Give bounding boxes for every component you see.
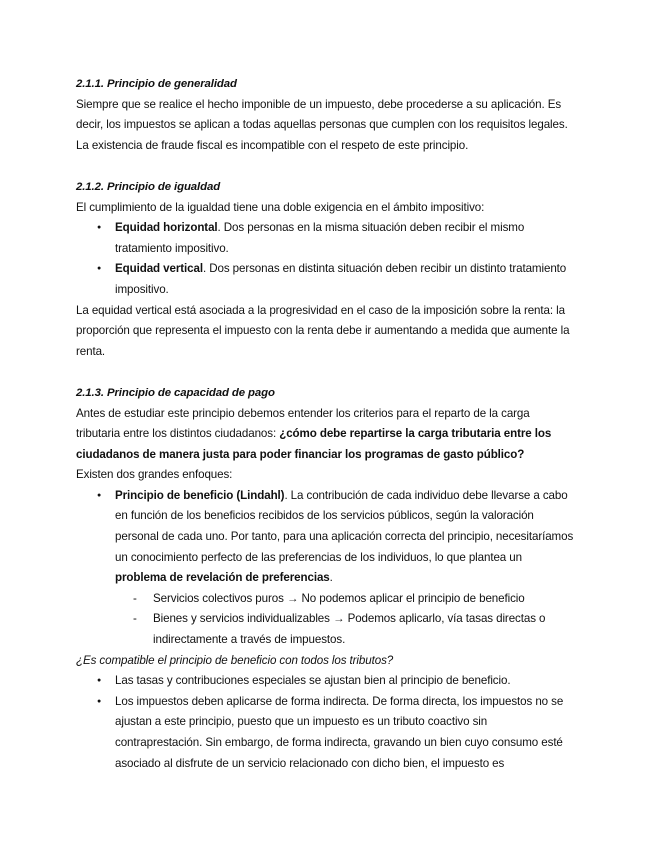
section-intro bbox=[76, 404, 576, 466]
sub-list-item: - Bienes y servicios individualizables → Podemos aplicarlo, vía tasas directas o indirectamente a través de impuestos. bbox=[76, 609, 576, 650]
intro-text: Antes de estudiar este principio debemos entender los criterios para el reparto de la carga tributaria entre los distintos ciudadanos: bbox=[76, 406, 530, 441]
sub-list bbox=[76, 589, 576, 651]
list-item bbox=[76, 218, 576, 259]
list-item-bold: problema de revelación de preferencias bbox=[115, 571, 330, 585]
equity-list bbox=[76, 218, 576, 300]
list-item: ● Las tasas y contribuciones especiales se ajustan bien al principio de beneficio. bbox=[76, 671, 576, 692]
list-item-bold: Equidad vertical bbox=[115, 262, 203, 276]
list-item-bold: Principio de beneficio (Lindahl) bbox=[115, 488, 285, 502]
spacer bbox=[76, 362, 576, 383]
section-heading-igualdad: 2.1.2. Principio de igualdad bbox=[76, 180, 221, 193]
list-item-bold: Equidad horizontal bbox=[115, 221, 218, 235]
sub-list-item: - Servicios colectivos puros → No podemos aplicar el principio de beneficio bbox=[76, 589, 576, 610]
list-item-text: . Dos personas en la misma situación deben recibir el mismo tratamiento impositivo. bbox=[115, 221, 525, 255]
list-item-text: . La contribución de cada individuo debe llevarse a cabo en función de los beneficios recibidos de los servicios públicos, según la valoración personal de cada uno. Por tanto, para una aplicación correcta del principio, necesitaríamos un conocimiento perfecto de las preferencias de los individuos, lo que plantea un bbox=[115, 488, 574, 564]
list-item bbox=[76, 259, 576, 300]
approaches-list bbox=[76, 486, 576, 589]
section-paragraph: La equidad vertical está asociada a la progresividad en el caso de la imposición sobre la renta: la proporción que representa el impuesto con la renta debe ir aumentando a medida que aumente la renta. bbox=[76, 303, 570, 358]
intro-question: ¿cómo debe repartirse la carga tributaria entre los ciudadanos de manera justa para poder financiar los programas de gasto público? bbox=[76, 427, 552, 461]
list-item: ● Los impuestos deben aplicarse de forma indirecta. De forma directa, los impuestos no se ajustan a este principio, puesto que un impuesto es un tributo coactivo sin contraprestación. Sin embargo, de forma indirecta, gravando un bien cuyo consumo esté asociado al disfrute de un servicio relacionado con dicho bien, el impuesto es bbox=[76, 692, 576, 774]
section-heading-capacidad-de-pago: 2.1.3. Principio de capacidad de pago bbox=[76, 386, 275, 399]
section-paragraph: Siempre que se realice el hecho imponible de un impuesto, debe procederse a su aplicación. Es decir, los impuestos se aplican a todas aquellas personas que cumplen con los requisitos legales. La existencia de fraude fiscal es incompatible con el respeto de este principio. bbox=[76, 97, 568, 152]
spacer bbox=[76, 156, 576, 177]
list-item bbox=[76, 486, 576, 589]
section-heading-generalidad: 2.1.1. Principio de generalidad bbox=[76, 78, 237, 90]
compatibility-list bbox=[76, 671, 576, 774]
list-item-text: . Dos personas en distinta situación deben recibir un distinto tratamiento impositivo. bbox=[115, 262, 567, 296]
list-item-end: . bbox=[329, 571, 333, 585]
question-line: ¿Es compatible el principio de beneficio con todos los tributos? bbox=[76, 653, 394, 667]
section-intro-2: Existen dos grandes enfoques: bbox=[76, 468, 233, 482]
document-body bbox=[76, 74, 576, 774]
section-intro: El cumplimiento de la igualdad tiene una doble exigencia en el ámbito impositivo: bbox=[76, 200, 485, 214]
